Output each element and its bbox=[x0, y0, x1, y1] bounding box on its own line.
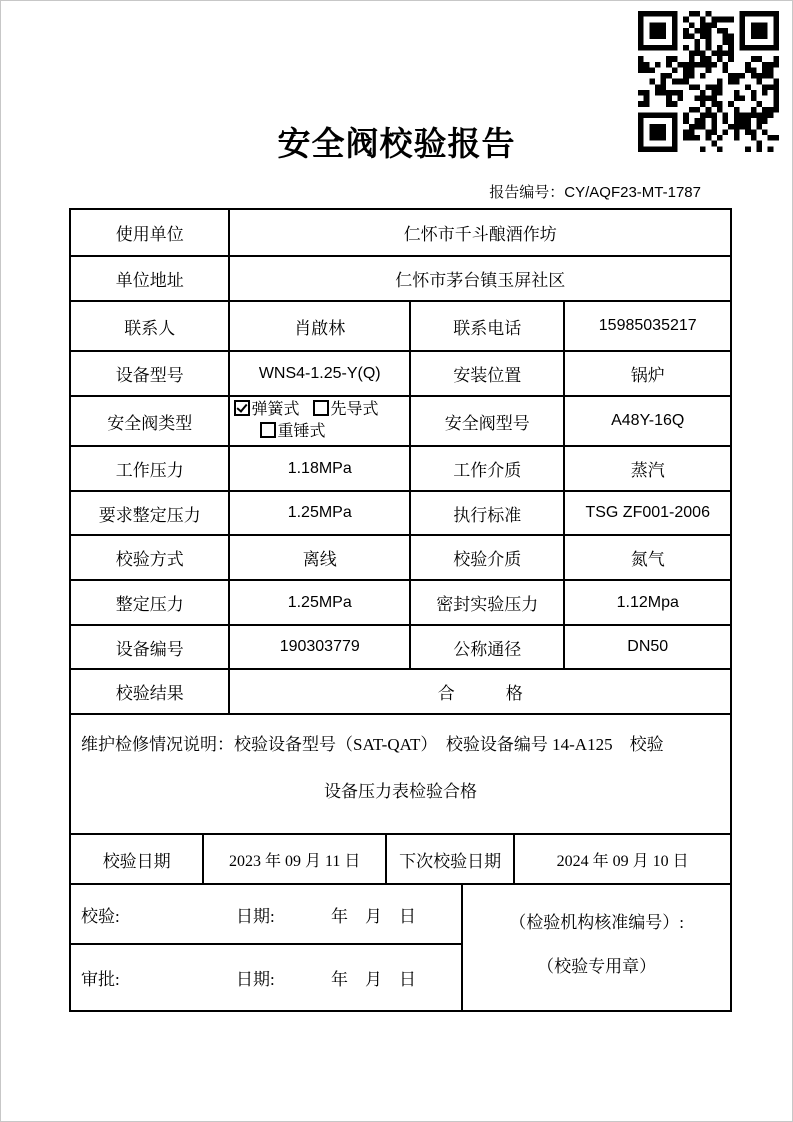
table-row bbox=[70, 535, 731, 580]
checkbox-unchecked-icon bbox=[260, 422, 276, 438]
calibration-date-label: 校验日期 bbox=[70, 834, 203, 884]
device-no-value: 190303779 bbox=[229, 625, 410, 669]
verifier-date-label: 日期: bbox=[236, 906, 275, 926]
valve-type-option-weight: 重锤式 bbox=[277, 423, 326, 440]
valve-model-value: A48Y-16Q bbox=[564, 396, 731, 446]
set-pressure-label: 整定压力 bbox=[70, 580, 229, 625]
special-seal-label: （校验专用章） bbox=[537, 957, 657, 976]
table-row bbox=[70, 446, 731, 491]
report-number-value: CY/AQF23-MT-1787 bbox=[564, 184, 701, 201]
table-row bbox=[70, 580, 731, 625]
unit-address-value: 仁怀市茅台镇玉屏社区 bbox=[229, 256, 731, 301]
seal-test-pressure-value: 1.12Mpa bbox=[564, 580, 731, 625]
maintenance-note bbox=[70, 714, 731, 834]
table-row bbox=[70, 625, 731, 669]
checkbox-checked-icon bbox=[234, 400, 250, 416]
verifier-sign-row bbox=[70, 884, 462, 944]
valve-type-option-spring: 弹簧式 bbox=[251, 401, 300, 418]
stamp-area bbox=[462, 884, 731, 1011]
unit-address-label: 单位地址 bbox=[70, 256, 229, 301]
table-row bbox=[70, 301, 731, 351]
standard-label: 执行标准 bbox=[410, 491, 564, 535]
working-medium-label: 工作介质 bbox=[410, 446, 564, 491]
table-row bbox=[70, 491, 731, 535]
valve-type-option-pilot: 先导式 bbox=[330, 401, 379, 418]
contact-value: 肖啟林 bbox=[229, 301, 410, 351]
approver-date-label: 日期: bbox=[236, 970, 275, 989]
table-row bbox=[70, 834, 731, 884]
valve-type-options bbox=[229, 396, 410, 446]
calibration-medium-value: 氮气 bbox=[564, 535, 731, 580]
contact-label: 联系人 bbox=[70, 301, 229, 351]
table-row bbox=[70, 714, 731, 834]
approval-number-label: （检验机构核准编号）: bbox=[509, 913, 684, 932]
use-unit-value: 仁怀市千斗酿酒作坊 bbox=[229, 209, 731, 256]
device-model-label: 设备型号 bbox=[70, 351, 229, 396]
page-title: 安全阀校验报告 bbox=[277, 127, 516, 163]
working-pressure-label: 工作压力 bbox=[70, 446, 229, 491]
signatures-table bbox=[69, 883, 732, 1012]
calibration-date-value: 2023 年 09 月 11 日 bbox=[203, 834, 386, 884]
working-pressure-value: 1.18MPa bbox=[229, 446, 410, 491]
table-row bbox=[70, 669, 731, 714]
maintenance-note-line2: 设备压力表检验合格 bbox=[324, 782, 477, 801]
device-no-label: 设备编号 bbox=[70, 625, 229, 669]
standard-value: TSG ZF001-2006 bbox=[564, 491, 731, 535]
verifier-sign-label: 校验: bbox=[81, 906, 120, 926]
install-location-value: 锅炉 bbox=[564, 351, 731, 396]
calibration-method-value: 离线 bbox=[229, 535, 410, 580]
verifier-date-blank: 年 月 日 bbox=[331, 906, 416, 926]
approver-sign-row bbox=[70, 944, 462, 1011]
checkbox-unchecked-icon bbox=[313, 400, 329, 416]
dates-table bbox=[69, 833, 732, 885]
calibration-medium-label: 校验介质 bbox=[410, 535, 564, 580]
result-value: 合 格 bbox=[229, 669, 731, 714]
approver-date-blank: 年 月 日 bbox=[331, 970, 416, 989]
table-row bbox=[70, 884, 731, 944]
approver-sign-label: 审批: bbox=[81, 970, 120, 989]
nominal-diameter-label: 公称通径 bbox=[410, 625, 564, 669]
next-calibration-date-value: 2024 年 09 月 10 日 bbox=[514, 834, 731, 884]
maintenance-note-line1: 维护检修情况说明：校验设备型号（SAT-QAT） 校验设备编号 14-A125 校验 bbox=[81, 735, 664, 754]
report-number-label: 报告编号： bbox=[489, 185, 565, 201]
required-set-pressure-value: 1.25MPa bbox=[229, 491, 410, 535]
phone-value: 15985035217 bbox=[564, 301, 731, 351]
device-model-value: WNS4-1.25-Y(Q) bbox=[229, 351, 410, 396]
table-row bbox=[70, 256, 731, 301]
install-location-label: 安装位置 bbox=[410, 351, 564, 396]
report-number bbox=[1, 181, 701, 202]
report-table bbox=[69, 208, 728, 1012]
seal-test-pressure-label: 密封实验压力 bbox=[410, 580, 564, 625]
required-set-pressure-label: 要求整定压力 bbox=[70, 491, 229, 535]
calibration-method-label: 校验方式 bbox=[70, 535, 229, 580]
nominal-diameter-value: DN50 bbox=[564, 625, 731, 669]
set-pressure-value: 1.25MPa bbox=[229, 580, 410, 625]
valve-type-label: 安全阀类型 bbox=[70, 396, 229, 446]
valve-model-label: 安全阀型号 bbox=[410, 396, 564, 446]
table-row bbox=[70, 209, 731, 256]
phone-label: 联系电话 bbox=[410, 301, 564, 351]
result-label: 校验结果 bbox=[70, 669, 229, 714]
next-calibration-date-label: 下次校验日期 bbox=[386, 834, 514, 884]
table-row bbox=[70, 396, 731, 446]
main-table bbox=[69, 208, 732, 835]
working-medium-value: 蒸汽 bbox=[564, 446, 731, 491]
use-unit-label: 使用单位 bbox=[70, 209, 229, 256]
table-row bbox=[70, 351, 731, 396]
